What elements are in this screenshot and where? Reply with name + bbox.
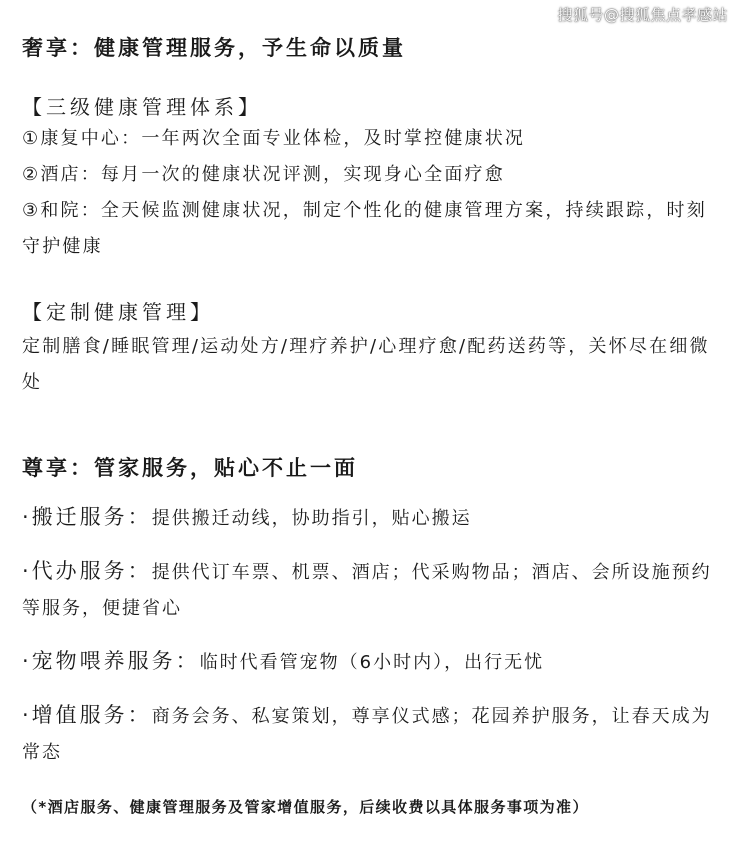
section-heading-health: 奢享：健康管理服务，予生命以质量 <box>22 36 406 60</box>
service-name: ·增值服务： <box>22 703 152 727</box>
service-item-pet <box>22 643 722 681</box>
footnote: （*酒店服务、健康管理服务及管家增值服务，后续收费以具体服务事项为准） <box>22 798 589 816</box>
watermark: 搜狐号@搜狐焦点孝感站 <box>557 6 728 24</box>
service-desc: 商务会务、私宴策划，尊享仪式感；花园养护服务，让春天成为常态 <box>22 706 712 763</box>
section-heading-butler: 尊享：管家服务，贴心不止一面 <box>22 456 358 480</box>
custom-health-title: 【定制健康管理】 <box>22 300 214 324</box>
service-desc: 临时代看管宠物（6小时内），出行无忧 <box>199 652 545 673</box>
service-item-moving <box>22 499 722 537</box>
service-name: ·代办服务： <box>22 559 152 583</box>
tier-item-1: ①康复中心：一年两次全面专业体检，及时掌控健康状况 <box>22 128 526 149</box>
service-desc: 提供搬迁动线，协助指引，贴心搬运 <box>151 508 472 529</box>
tier-system-title: 【三级健康管理体系】 <box>22 95 262 119</box>
custom-health-text: 定制膳食/睡眠管理/运动处方/理疗养护/心理疗愈/配药送药等，关怀尽在细微处 <box>22 336 710 393</box>
service-item-value-added <box>22 697 722 771</box>
service-name: ·宠物喂养服务： <box>22 649 200 673</box>
tier-item-2: ②酒店：每月一次的健康状况评测，实现身心全面疗愈 <box>22 164 505 185</box>
service-desc: 提供代订车票、机票、酒店；代采购物品；酒店、会所设施预约等服务，便捷省心 <box>22 562 712 619</box>
tier-item-3: ③和院：全天候监测健康状况，制定个性化的健康管理方案，持续跟踪，时刻守护健康 <box>22 200 707 257</box>
service-name: ·搬迁服务： <box>22 505 152 529</box>
service-item-agency <box>22 553 722 627</box>
